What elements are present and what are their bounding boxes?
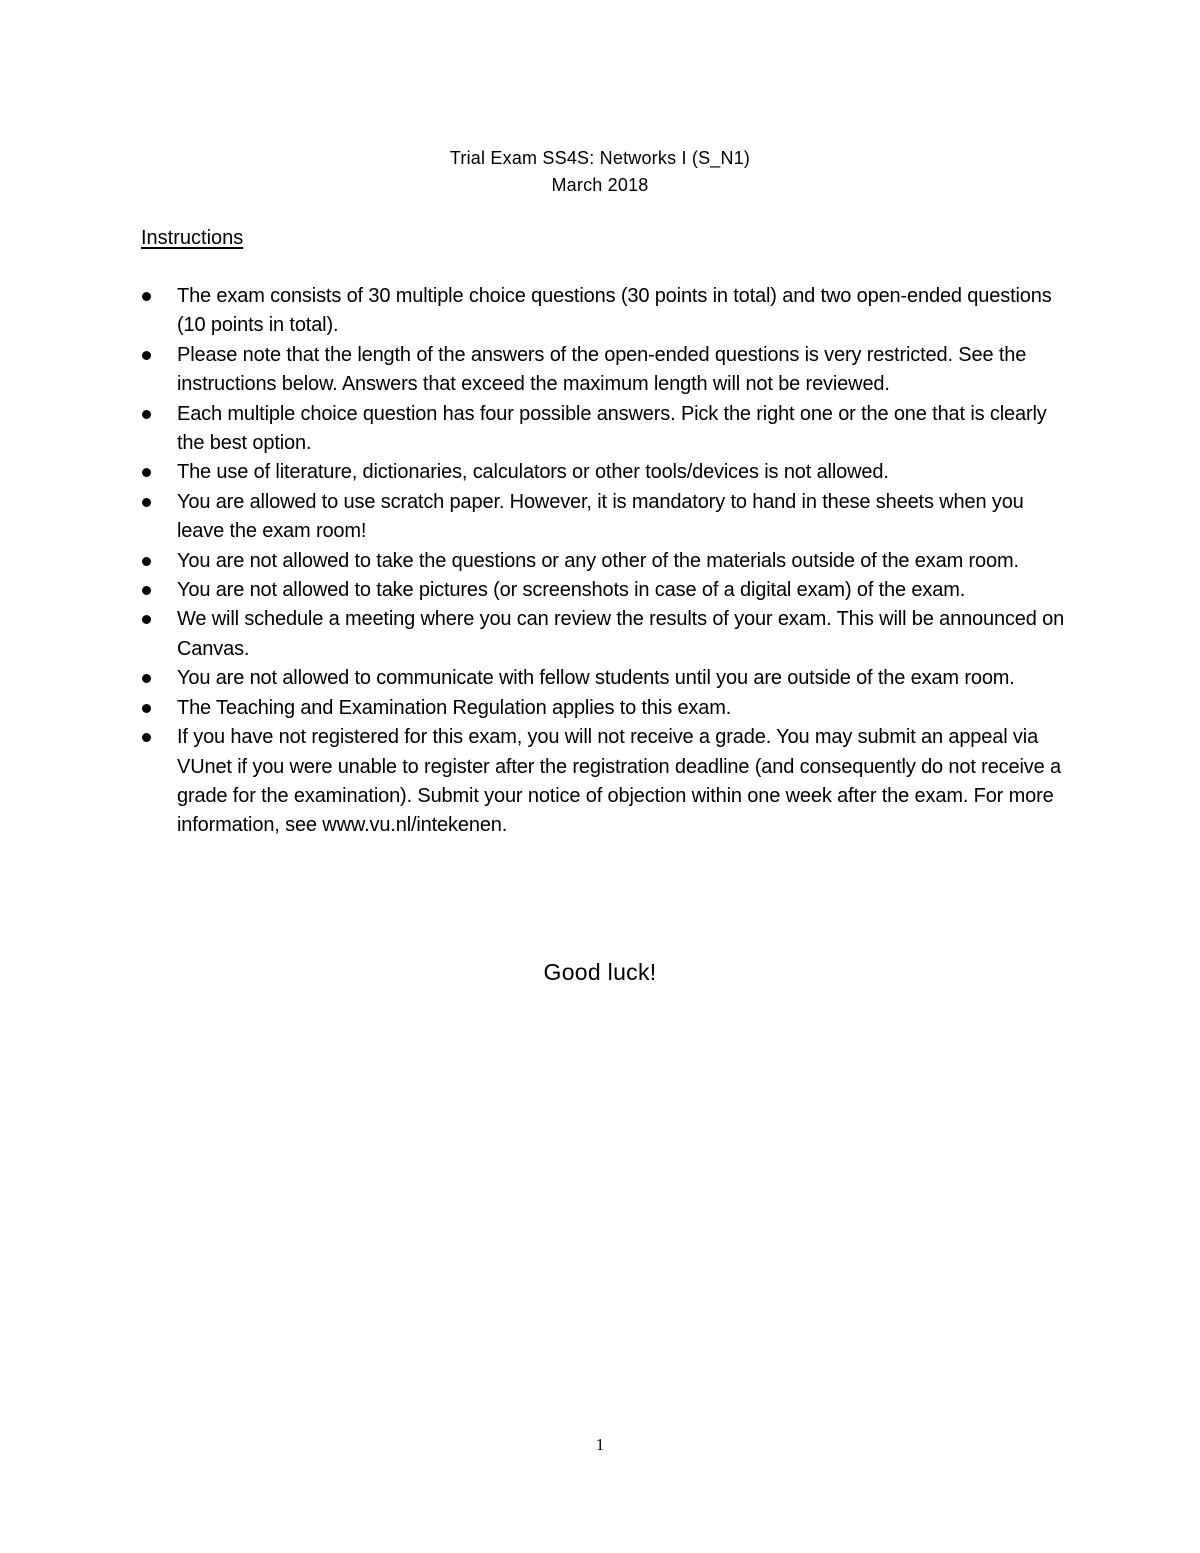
- list-item: [141, 694, 1071, 723]
- list-item-text: The exam consists of 30 multiple choice questions (30 points in total) and two open-ended questions (10 points in total).: [177, 285, 1052, 337]
- bullet-icon: [142, 586, 151, 595]
- exam-title: Trial Exam SS4S: Networks I (S_N1): [449, 148, 751, 168]
- list-item-text: You are not allowed to take the questions or any other of the materials outside of the exam room.: [177, 549, 1019, 572]
- bullet-icon: [142, 410, 151, 419]
- list-item-text: You are allowed to use scratch paper. However, it is mandatory to hand in these sheets when you leave the exam room!: [177, 490, 1024, 543]
- list-item: [141, 664, 1071, 693]
- list-item: [141, 605, 1071, 664]
- bullet-icon: [142, 674, 151, 683]
- list-item: [141, 576, 1071, 605]
- list-item-text: You are not allowed to take pictures (or screenshots in case of a digital exam) of the exam.: [177, 579, 966, 602]
- page-number: 1: [595, 1435, 605, 1454]
- list-item-text: The Teaching and Examination Regulation applies to this exam.: [177, 696, 732, 719]
- bullet-icon: [142, 733, 151, 742]
- list-item: [141, 282, 1071, 341]
- exam-date: March 2018: [551, 175, 649, 195]
- list-item: [141, 400, 1071, 459]
- bullet-icon: [142, 704, 151, 713]
- list-item: [141, 458, 1071, 487]
- list-item-text: Please note that the length of the answers of the open-ended questions is very restricted. See the instructions below. Answers that exceed the maximum length will not be reviewed.: [177, 343, 1027, 396]
- bullet-icon: [142, 498, 151, 507]
- bullet-icon: [142, 351, 151, 360]
- bullet-icon: [142, 557, 151, 566]
- list-item: [141, 547, 1071, 576]
- list-item-text: Each multiple choice question has four possible answers. Pick the right one or the one that is clearly the best option.: [177, 402, 1047, 455]
- list-item-text: We will schedule a meeting where you can review the results of your exam. This will be announced on Canvas.: [177, 608, 1065, 660]
- list-item: [141, 488, 1071, 547]
- title-block: [0, 145, 1200, 199]
- list-item-text: If you have not registered for this exam, you will not receive a grade. You may submit an appeal via VUnet if you were unable to register after the registration deadline (and consequently do not receive a grade for the examination). Submit your notice of objection within one week after the exam. For more information, see www.vu.nl/intekenen.: [177, 726, 1061, 837]
- instructions-heading: Instructions: [141, 227, 244, 249]
- bullet-icon: [142, 468, 151, 477]
- good-luck-text: Good luck!: [543, 959, 657, 985]
- list-item-text: You are not allowed to communicate with fellow students until you are outside of the exam room.: [177, 667, 1015, 690]
- list-item: [141, 341, 1071, 400]
- bullet-icon: [142, 292, 151, 301]
- list-item-text: The use of literature, dictionaries, calculators or other tools/devices is not allowed.: [177, 461, 889, 484]
- instructions-list: [141, 282, 1071, 841]
- bullet-icon: [142, 615, 151, 624]
- list-item: [141, 723, 1071, 841]
